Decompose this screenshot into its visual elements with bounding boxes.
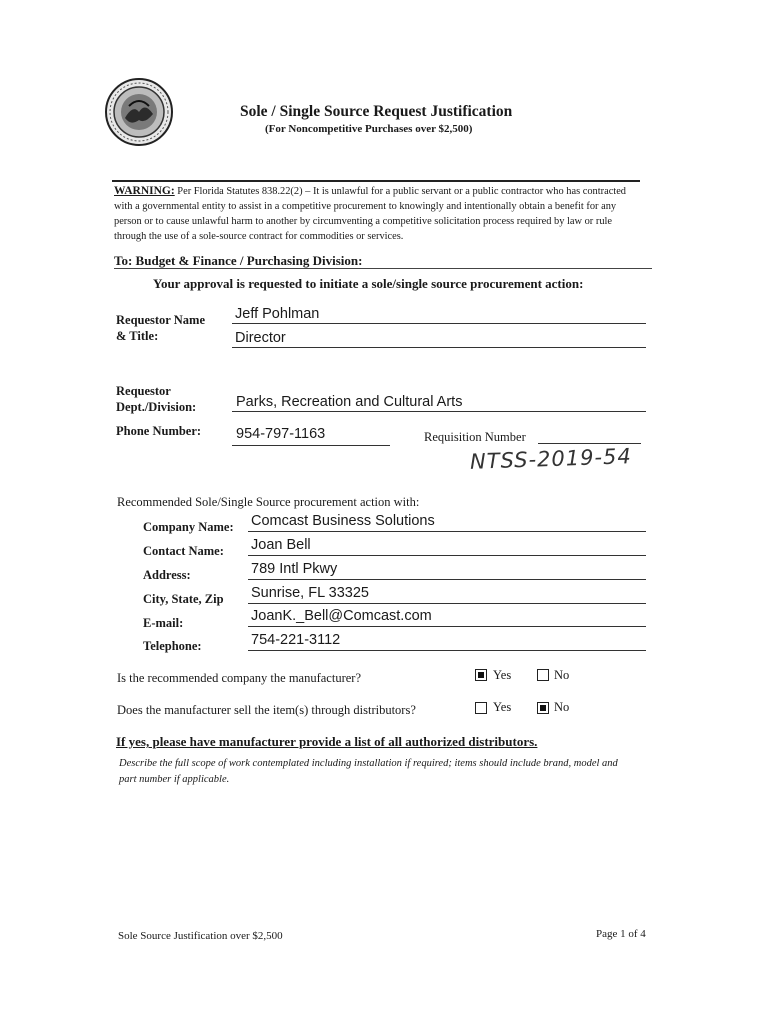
email-underline xyxy=(248,626,646,627)
company-name-label: Company Name: xyxy=(143,520,234,534)
approval-text: Your approval is requested to initiate a sole/single source procurement action: xyxy=(153,276,584,291)
document-title: Sole / Single Source Request Justification xyxy=(240,103,513,120)
contact-name-label: Contact Name: xyxy=(143,544,224,558)
warning-paragraph xyxy=(114,184,646,244)
city-state-zip-underline xyxy=(248,603,646,604)
email-label: E-mail: xyxy=(143,616,184,630)
address-field[interactable]: 789 Intl Pkwy xyxy=(251,561,338,577)
q2-no-label: No xyxy=(554,700,570,714)
requestor-name-underline xyxy=(232,323,646,324)
q1-no-label: No xyxy=(554,668,570,682)
requisition-handwritten: NTSS-2019-54 xyxy=(469,444,633,474)
to-divider xyxy=(114,268,652,269)
q1-no-checkbox[interactable] xyxy=(537,669,549,681)
header-divider xyxy=(112,180,640,182)
contact-name-underline xyxy=(248,555,646,556)
q1-yes-label: Yes xyxy=(493,668,512,682)
email-field[interactable]: JoanK._Bell@Comcast.com xyxy=(251,608,432,624)
warning-label: WARNING: xyxy=(114,185,175,197)
address-label: Address: xyxy=(143,568,191,582)
phone-field[interactable]: 954-797-1163 xyxy=(236,426,326,442)
company-name-field[interactable]: Comcast Business Solutions xyxy=(251,513,435,529)
telephone-underline xyxy=(248,650,646,651)
address-underline xyxy=(248,579,646,580)
if-yes-instruction: If yes, please have manufacturer provide a list of all authorized distributors. xyxy=(116,734,538,749)
requestor-name-label: Requestor Name xyxy=(116,313,205,327)
dept-underline xyxy=(232,411,646,412)
requestor-title-underline xyxy=(232,347,646,348)
requestor-title-field[interactable]: Director xyxy=(235,330,286,346)
footer-doc-name: Sole Source Justification over $2,500 xyxy=(118,930,283,942)
requestor-name-field[interactable]: Jeff Pohlman xyxy=(235,306,320,322)
q2-no-checkbox[interactable] xyxy=(537,702,549,714)
telephone-field[interactable]: 754-221-3112 xyxy=(251,632,341,648)
contact-name-field[interactable]: Joan Bell xyxy=(251,537,311,553)
requisition-label: Requisition Number xyxy=(424,430,526,444)
footer-page-number: Page 1 of 4 xyxy=(596,928,646,940)
q2-yes-label: Yes xyxy=(493,700,512,714)
q2-yes-checkbox[interactable] xyxy=(475,702,487,714)
city-state-zip-label: City, State, Zip xyxy=(143,592,224,606)
dept-label-line2: Dept./Division: xyxy=(116,400,197,414)
warning-text: Per Florida Statutes 838.22(2) – It is unlawful for a public servant or a public contractor who has contracted with a governmental entity to assist in a competitive procurement to knowingly and intentionally obtain a benefit for any person or to cause unlawful harm to another by circumventing a competitive solicitation process required by law or rule through the use of a sole-source contract for commodities or services. xyxy=(114,186,626,242)
document-subtitle: (For Noncompetitive Purchases over $2,500) xyxy=(265,123,473,135)
to-line: To: Budget & Finance / Purchasing Division: xyxy=(114,253,363,268)
requestor-title-label: & Title: xyxy=(116,329,159,343)
phone-underline xyxy=(232,445,390,446)
phone-label: Phone Number: xyxy=(116,424,202,438)
city-state-zip-field[interactable]: Sunrise, FL 33325 xyxy=(251,585,369,601)
town-seal-logo xyxy=(105,78,173,146)
dept-label-line1: Requestor xyxy=(116,384,171,398)
question-manufacturer: Is the recommended company the manufacturer? xyxy=(117,671,361,685)
q1-yes-checkbox[interactable] xyxy=(475,669,487,681)
dept-field[interactable]: Parks, Recreation and Cultural Arts xyxy=(236,394,463,410)
company-name-underline xyxy=(248,531,646,532)
question-distributors: Does the manufacturer sell the item(s) through distributors? xyxy=(117,703,416,717)
telephone-label: Telephone: xyxy=(143,639,202,653)
describe-scope-instruction: Describe the full scope of work contemplated including installation if required; items should include brand, model and part number if applicable. xyxy=(119,758,618,785)
recommended-intro: Recommended Sole/Single Source procurement action with: xyxy=(117,495,420,509)
